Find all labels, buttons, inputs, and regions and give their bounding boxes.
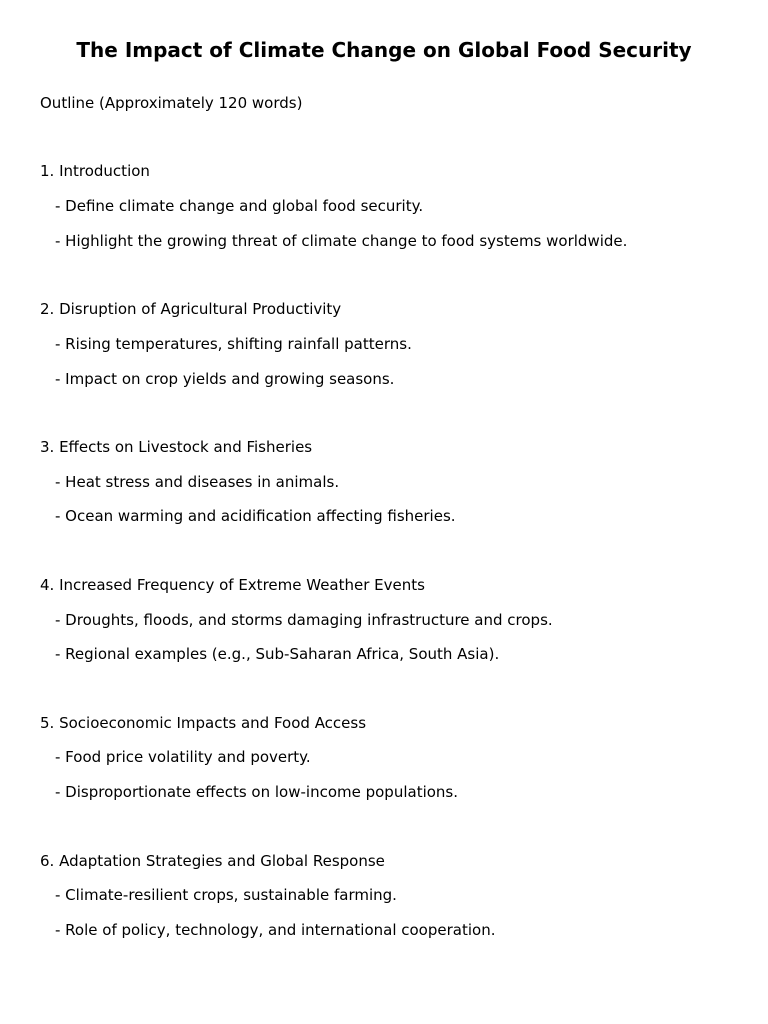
section-heading: 3. Effects on Livestock and Fisheries — [40, 438, 313, 456]
section-point: - Define climate change and global food security. — [55, 197, 424, 215]
section-point: - Droughts, floods, and storms damaging infrastructure and crops. — [55, 611, 553, 629]
section-point: - Ocean warming and acidification affecting fisheries. — [55, 507, 456, 525]
document-title: The Impact of Climate Change on Global Food Security — [76, 38, 692, 62]
section-point: - Climate-resilient crops, sustainable farming. — [55, 886, 397, 904]
outline-label: Outline (Approximately 120 words) — [40, 94, 303, 112]
section-point: - Role of policy, technology, and international cooperation. — [55, 921, 496, 939]
section-heading: 4. Increased Frequency of Extreme Weather Events — [40, 576, 425, 594]
section-point: - Rising temperatures, shifting rainfall patterns. — [55, 335, 412, 353]
section-heading: 6. Adaptation Strategies and Global Response — [40, 852, 385, 870]
section-point: - Impact on crop yields and growing seasons. — [55, 370, 395, 388]
section-point: - Regional examples (e.g., Sub-Saharan Africa, South Asia). — [55, 645, 500, 663]
section-heading: 1. Introduction — [40, 162, 150, 180]
section-point: - Heat stress and diseases in animals. — [55, 473, 340, 491]
section-point: - Food price volatility and poverty. — [55, 748, 311, 766]
section-heading: 2. Disruption of Agricultural Productivity — [40, 300, 342, 318]
section-point: - Highlight the growing threat of climate change to food systems worldwide. — [55, 232, 628, 250]
section-point: - Disproportionate effects on low-income populations. — [55, 783, 459, 801]
section-heading: 5. Socioeconomic Impacts and Food Access — [40, 714, 367, 732]
